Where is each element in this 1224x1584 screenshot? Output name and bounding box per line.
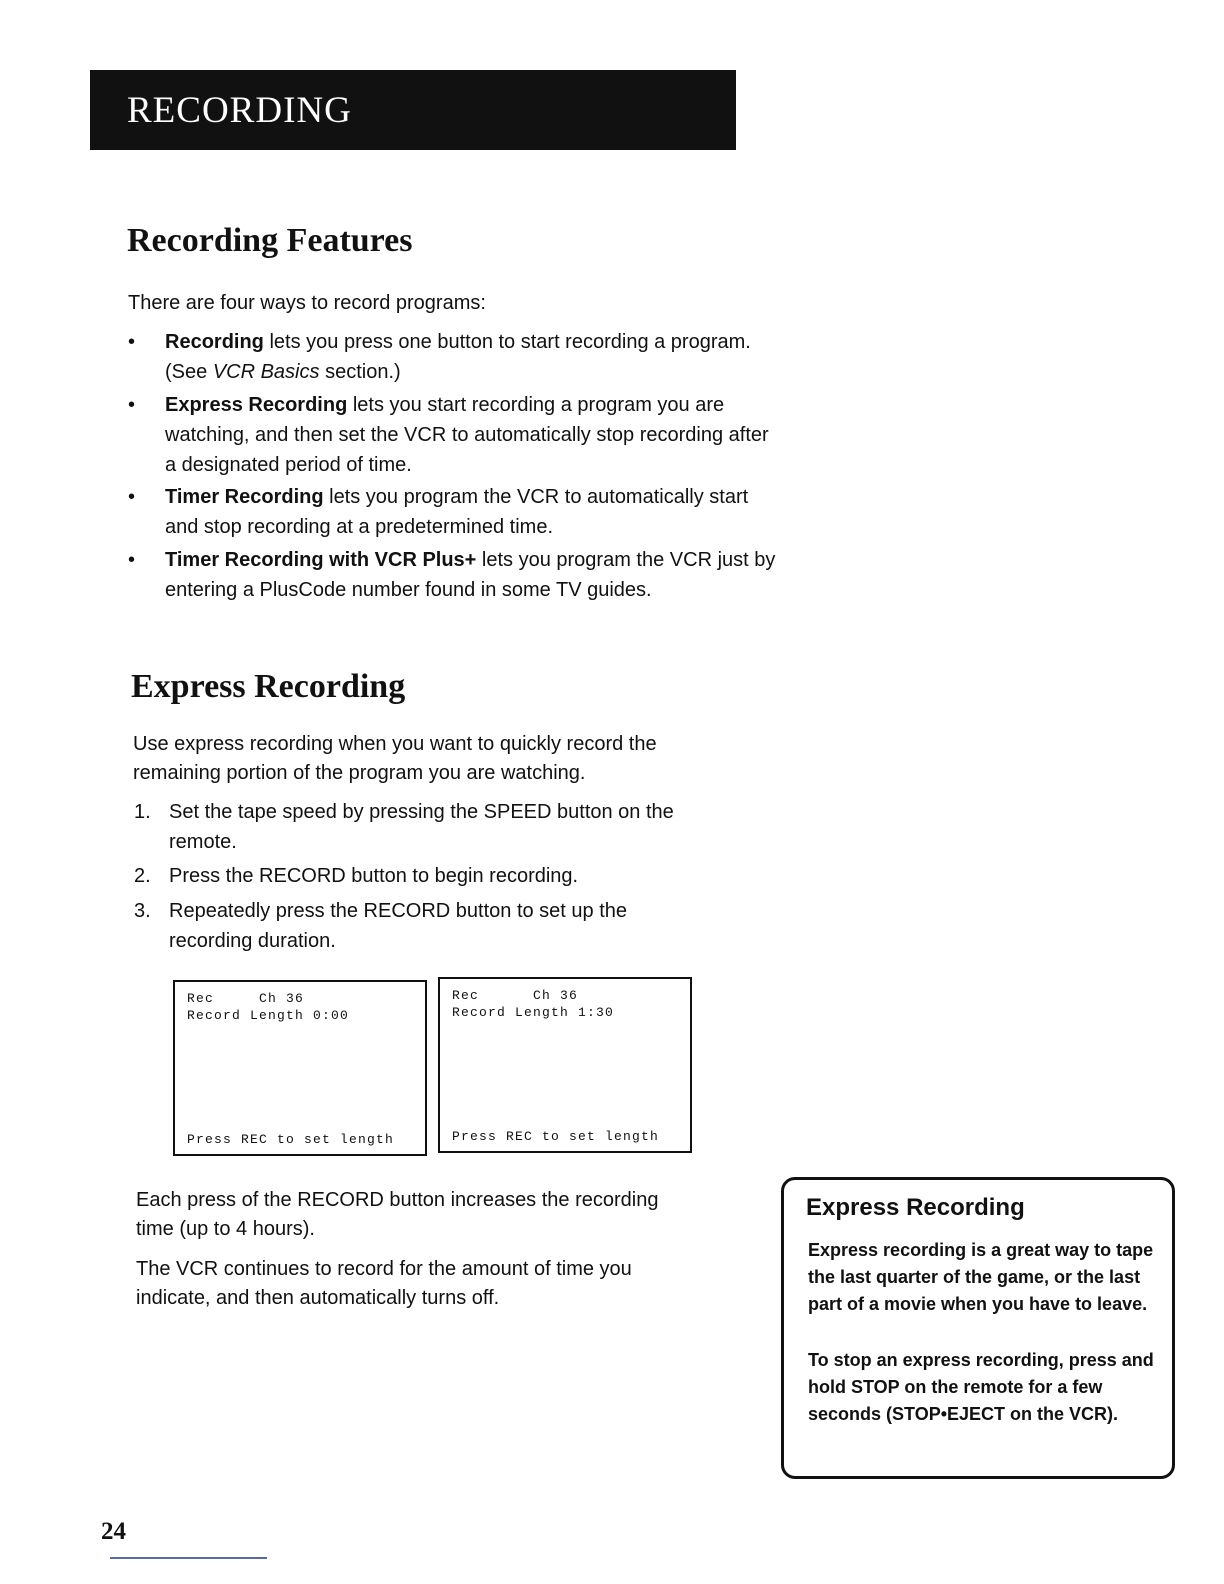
osd-bottom-line: Press REC to set length bbox=[187, 1132, 395, 1147]
step-text: Repeatedly press the RECORD button to set up the recording duration. bbox=[169, 900, 628, 952]
bullet-dot: • bbox=[128, 394, 136, 416]
section-banner bbox=[90, 70, 736, 150]
bullet-italic: VCR Basics bbox=[212, 361, 320, 383]
osd-line-1: Rec Ch 36 bbox=[187, 991, 305, 1006]
bullet-dot: • bbox=[128, 549, 136, 571]
bullet-dot: • bbox=[128, 331, 136, 353]
bullet-dot: • bbox=[128, 486, 136, 508]
express-recording-heading: Express Recording bbox=[131, 668, 406, 705]
step-number: 1. bbox=[134, 801, 151, 823]
bullet-desc-end: section.) bbox=[319, 361, 401, 383]
step-text: Press the RECORD button to begin recording. bbox=[169, 865, 579, 887]
sidebar-paragraph-1: Express recording is a great way to tape the last quarter of the game, or the last part of a movie when you have to leave. bbox=[808, 1240, 1154, 1314]
on-screen-display-2 bbox=[438, 977, 692, 1153]
bullet-text bbox=[165, 482, 778, 542]
express-recording-intro: Use express recording when you want to quickly record the remaining portion of the program you are watching. bbox=[133, 733, 657, 784]
sidebar-title: Express Recording bbox=[806, 1194, 1025, 1221]
on-screen-display-1 bbox=[173, 980, 427, 1156]
step-number: 3. bbox=[134, 900, 151, 922]
recording-features-intro: There are four ways to record programs: bbox=[128, 292, 486, 314]
bullet-term: Timer Recording bbox=[165, 486, 324, 508]
osd-line-1: Rec Ch 36 bbox=[452, 988, 579, 1003]
sidebar-paragraph-2: To stop an express recording, press and hold STOP on the remote for a few seconds (STOP•EJECT on the VCR). bbox=[808, 1350, 1154, 1424]
osd-line-2: Record Length 0:00 bbox=[187, 1008, 350, 1023]
bullet-text bbox=[165, 390, 778, 480]
section-title: RECORDING bbox=[127, 90, 352, 131]
bullet-desc: lets you program the VCR just by entering a PlusCode number found in some TV guides. bbox=[165, 549, 776, 601]
page-number: 24 bbox=[101, 1518, 126, 1545]
express-recording-note-1: Each press of the RECORD button increases the recording time (up to 4 hours). bbox=[136, 1189, 659, 1240]
bullet-text bbox=[165, 327, 778, 387]
sidebar-tip-box bbox=[781, 1177, 1175, 1479]
bullet-text bbox=[165, 545, 778, 605]
bullet-desc: lets you press one button to start recording a program. (See bbox=[165, 331, 751, 383]
step-text: Set the tape speed by pressing the SPEED button on the remote. bbox=[169, 801, 674, 853]
osd-line-2: Record Length 1:30 bbox=[452, 1005, 615, 1020]
osd-top-lines bbox=[187, 990, 349, 1024]
step-number: 2. bbox=[134, 865, 151, 887]
bullet-desc: lets you start recording a program you are watching, and then set the VCR to automatically stop recording after a designated period of time. bbox=[165, 394, 769, 476]
osd-top-lines bbox=[452, 987, 614, 1021]
footer-rule bbox=[110, 1557, 267, 1559]
bullet-desc: lets you program the VCR to automatically start and stop recording at a predetermined time. bbox=[165, 486, 749, 538]
recording-features-heading: Recording Features bbox=[127, 222, 413, 259]
osd-bottom-line: Press REC to set length bbox=[452, 1129, 660, 1144]
express-recording-note-2: The VCR continues to record for the amount of time you indicate, and then automatically turns off. bbox=[136, 1258, 632, 1309]
bullet-term: Express Recording bbox=[165, 394, 348, 416]
bullet-term: Recording bbox=[165, 331, 264, 353]
bullet-term: Timer Recording with VCR Plus+ bbox=[165, 549, 477, 571]
